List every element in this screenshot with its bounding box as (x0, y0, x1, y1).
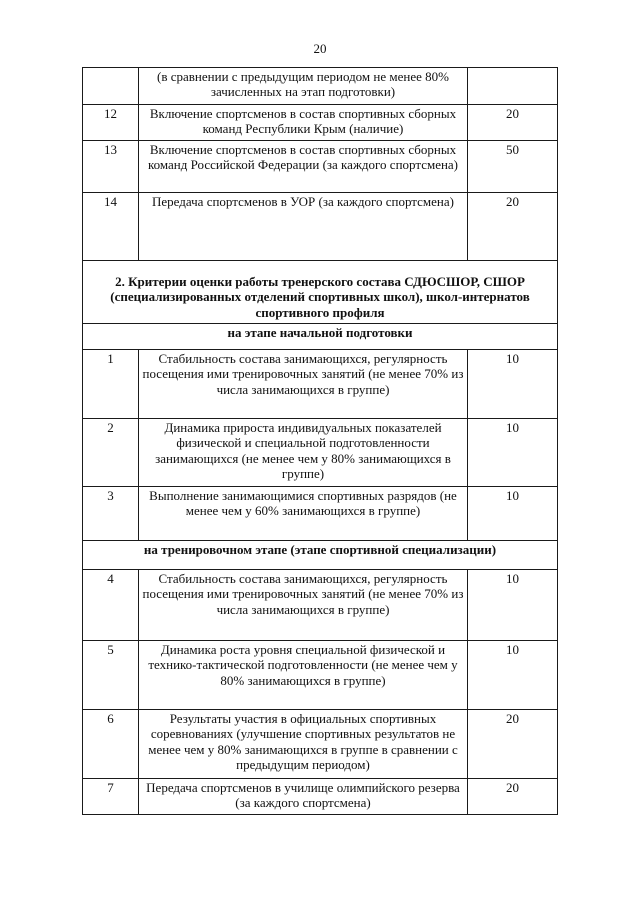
points-value: 20 (468, 105, 558, 141)
points-value: 10 (468, 487, 558, 541)
criterion-text: Передача спортсменов в УОР (за каждого спортсмена) (139, 193, 468, 261)
criterion-text: Стабильность состава занимающихся, регулярность посещения ими тренировочных занятий (не менее 70% из числа занимающихся в группе) (139, 570, 468, 641)
stage-title: на тренировочном этапе (этапе спортивной специализации) (83, 541, 558, 570)
stage-title: на этапе начальной подготовки (83, 324, 558, 350)
section-heading-row (83, 261, 558, 324)
points-value: 20 (468, 710, 558, 779)
table-row (83, 350, 558, 419)
table-row (83, 779, 558, 815)
table-row (83, 68, 558, 105)
row-number: 14 (83, 193, 139, 261)
stage-heading-row (83, 541, 558, 570)
section-title: 2. Критерии оценки работы тренерского состава СДЮСШОР, СШОР (специализированных отделений спортивных школ), школ-интернатов спортивного профиля (83, 261, 558, 324)
row-number: 1 (83, 350, 139, 419)
criterion-text: (в сравнении с предыдущим периодом не менее 80% зачисленных на этап подготовки) (139, 68, 468, 105)
table-row (83, 419, 558, 487)
table-row (83, 487, 558, 541)
points-value: 20 (468, 193, 558, 261)
criterion-text: Динамика роста уровня специальной физической и технико-тактической подготовленности (не менее чем у 80% занимающихся в группе) (139, 641, 468, 710)
points-value: 10 (468, 641, 558, 710)
criterion-text: Передача спортсменов в училище олимпийского резерва (за каждого спортсмена) (139, 779, 468, 815)
criterion-text: Выполнение занимающимися спортивных разрядов (не менее чем у 60% занимающихся в группе) (139, 487, 468, 541)
points-value: 10 (468, 350, 558, 419)
criterion-text: Стабильность состава занимающихся, регулярность посещения ими тренировочных занятий (не менее 70% из числа занимающихся в группе) (139, 350, 468, 419)
row-number: 7 (83, 779, 139, 815)
row-number: 4 (83, 570, 139, 641)
row-number: 13 (83, 141, 139, 193)
row-number: 6 (83, 710, 139, 779)
points-value (468, 68, 558, 105)
criterion-text: Результаты участия в официальных спортивных соревнованиях (улучшение спортивных результатов не менее чем у 80% занимающихся в группе в сравнении с предыдущим периодом) (139, 710, 468, 779)
table-row (83, 710, 558, 779)
table-row (83, 193, 558, 261)
points-value: 10 (468, 570, 558, 641)
table-row (83, 570, 558, 641)
criterion-text: Динамика прироста индивидуальных показателей физической и специальной подготовленности занимающихся (не менее чем у 80% занимающихся в группе) (139, 419, 468, 487)
row-number: 5 (83, 641, 139, 710)
table-row (83, 105, 558, 141)
points-value: 50 (468, 141, 558, 193)
points-value: 10 (468, 419, 558, 487)
row-number: 12 (83, 105, 139, 141)
points-value: 20 (468, 779, 558, 815)
criterion-text: Включение спортсменов в состав спортивных сборных команд Республики Крым (наличие) (139, 105, 468, 141)
table-row (83, 141, 558, 193)
criterion-text: Включение спортсменов в состав спортивных сборных команд Российской Федерации (за каждого спортсмена) (139, 141, 468, 193)
row-number: 2 (83, 419, 139, 487)
stage-heading-row (83, 324, 558, 350)
row-number (83, 68, 139, 105)
row-number: 3 (83, 487, 139, 541)
table-row (83, 641, 558, 710)
criteria-table (82, 67, 558, 815)
page-number: 20 (313, 41, 327, 56)
